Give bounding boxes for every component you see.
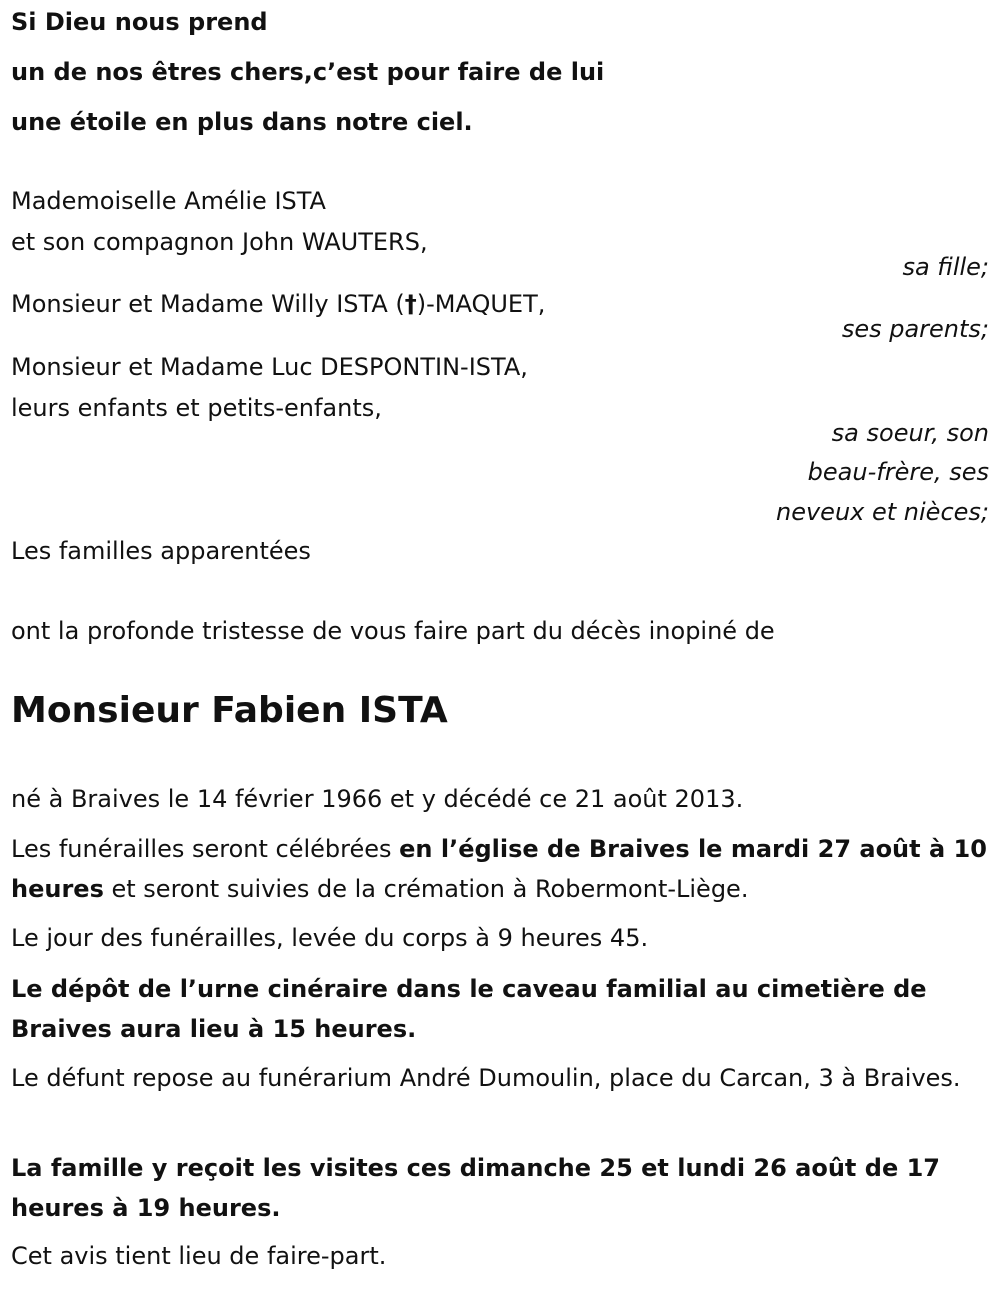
quote-line-1: Si Dieu nous prend <box>11 8 268 36</box>
quote-line-2: un de nos êtres chers,c’est pour faire de lui <box>11 58 605 86</box>
sister-relation-line-2: beau-frère, ses <box>807 458 989 486</box>
parents-line <box>11 290 545 318</box>
sister-line-1: Monsieur et Madame Luc DESPONTIN-ISTA, <box>11 353 528 381</box>
birth-death: né à Braives le 14 février 1966 et y décédé ce 21 août 2013. <box>11 785 744 813</box>
daughter-line-1: Mademoiselle Amélie ISTA <box>11 187 326 215</box>
quote-line-3: une étoile en plus dans notre ciel. <box>11 108 473 136</box>
urn-info: Le dépôt de l’urne cinéraire dans le caveau familial au cimetière de Braives aura lieu à 15 heures. <box>11 975 927 1043</box>
parents-text-after: )-MAQUET, <box>416 290 546 318</box>
parents-text-before: Monsieur et Madame Willy ISTA ( <box>11 290 405 318</box>
daughter-relation: sa fille; <box>902 253 989 281</box>
cross-icon: † <box>404 290 417 318</box>
funeral-info <box>11 829 991 909</box>
reposes-info: Le défunt repose au funérarium André Dumoulin, place du Carcan, 3 à Braives. <box>11 1064 961 1092</box>
levee-info: Le jour des funérailles, levée du corps à 9 heures 45. <box>11 924 649 952</box>
sister-relation-line-1: sa soeur, son <box>831 419 989 447</box>
sister-relation-line-3: neveux et nièces; <box>776 498 989 526</box>
sister-line-2: leurs enfants et petits-enfants, <box>11 394 382 422</box>
deceased-name: Monsieur Fabien ISTA <box>11 690 448 731</box>
funeral-pre: Les funérailles seront célébrées <box>11 835 400 863</box>
notice-info: Cet avis tient lieu de faire-part. <box>11 1242 387 1270</box>
daughter-line-2: et son compagnon John WAUTERS, <box>11 228 428 256</box>
funeral-post: et seront suivies de la crémation à Robermont-Liège. <box>103 875 749 903</box>
funeral-bold: en l’église de Braives le mardi 27 août à 10 heures <box>11 835 987 903</box>
announcement: ont la profonde tristesse de vous faire part du décès inopiné de <box>11 617 775 645</box>
parents-relation: ses parents; <box>841 315 989 343</box>
visits-info: La famille y reçoit les visites ces dimanche 25 et lundi 26 août de 17 heures à 19 heures. <box>11 1154 940 1222</box>
related-families: Les familles apparentées <box>11 537 311 565</box>
